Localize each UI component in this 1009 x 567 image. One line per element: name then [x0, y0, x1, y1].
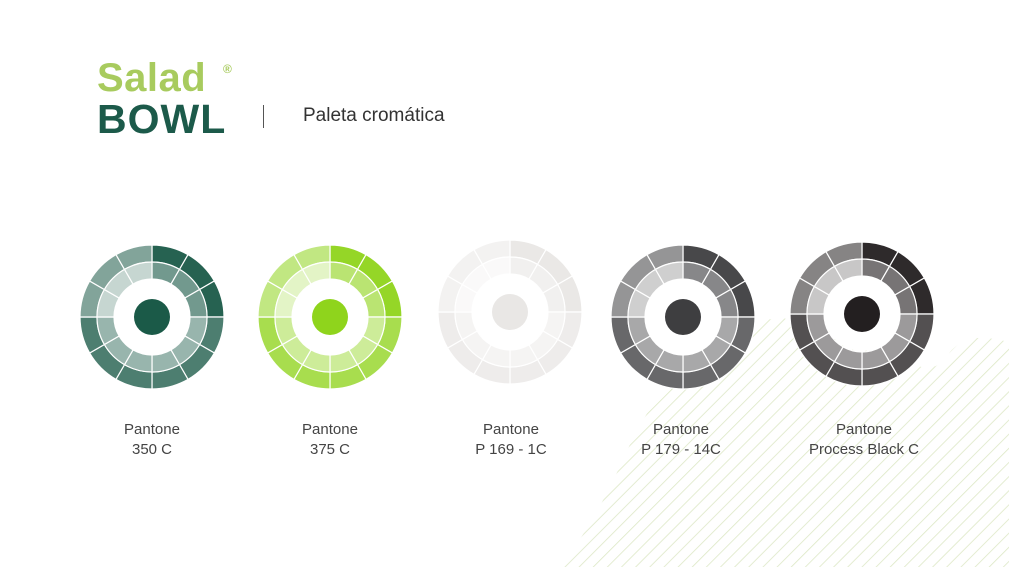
- color-wheel: [80, 245, 224, 389]
- color-wheel: [438, 240, 582, 384]
- registered-mark: ®: [223, 62, 232, 76]
- wheel-core-color: [134, 299, 170, 335]
- swatch-label-line2: P 169 - 1C: [475, 441, 547, 458]
- page-title: Paleta cromática: [303, 105, 445, 126]
- swatch-label-line2: Process Black C: [808, 441, 920, 458]
- swatch-label-5: [774, 420, 954, 460]
- wheel-core-color: [844, 296, 880, 332]
- swatch-label-3: [421, 420, 601, 460]
- swatch-label-line2: P 179 - 14C: [641, 441, 721, 458]
- swatch-label-line2: 375 C: [309, 441, 351, 458]
- swatch-label-line2: 350 C: [131, 441, 173, 458]
- swatch-label-line1: Pantone: [483, 421, 539, 438]
- swatch-label-4: [591, 420, 771, 460]
- wheel-core-color: [312, 299, 348, 335]
- color-wheel: [611, 245, 755, 389]
- color-wheel: [258, 245, 402, 389]
- swatch-label-line1: Pantone: [302, 421, 358, 438]
- wheel-core-color: [665, 299, 701, 335]
- swatch-label-line1: Pantone: [653, 421, 709, 438]
- color-wheel: [790, 242, 934, 386]
- swatch-label-2: [240, 420, 420, 460]
- logo-word-salad: Salad: [97, 56, 207, 100]
- logo-word-bowl: BOWL: [97, 96, 227, 142]
- wheel-core-color: [492, 294, 528, 330]
- swatch-label-1: [62, 420, 242, 460]
- swatch-label-line1: Pantone: [836, 421, 892, 438]
- swatch-label-line1: Pantone: [124, 421, 180, 438]
